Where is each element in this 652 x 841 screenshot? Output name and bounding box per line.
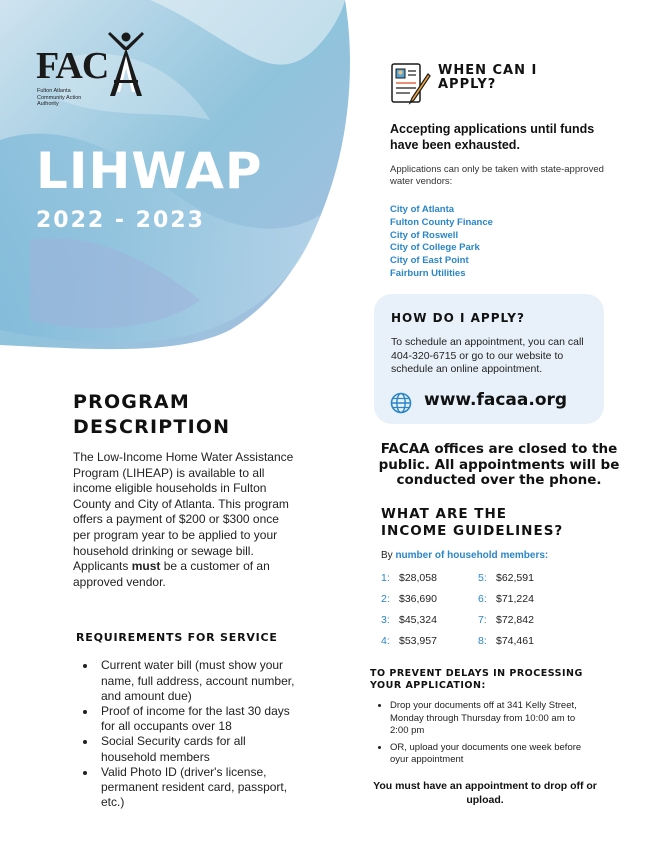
hero-years: 2022 - 2023 <box>36 208 205 233</box>
prevent-delays-title: TO PREVENT DELAYS IN PROCESSING YOUR APPLICATION: <box>370 668 583 691</box>
vendor-item: City of Roswell <box>390 229 459 241</box>
list-item: • OR, upload your documents one week before oyur appointment <box>390 742 595 767</box>
facaa-logo <box>36 30 146 120</box>
income-title: WHAT ARE THE INCOME GUIDELINES? <box>381 506 564 539</box>
income-row: 3: $45,324 <box>381 614 437 626</box>
income-by-label: By number of household members: <box>381 550 549 561</box>
logo-figure-icon <box>106 30 146 102</box>
logo-subtitle: Fulton Atlanta Community Action Authority <box>37 88 82 107</box>
logo-wordmark: FAC <box>36 45 109 87</box>
vendor-item: City of Atlanta <box>390 204 455 215</box>
list-item: • Drop your documents off at 341 Kelly Street, Monday through Thursday from 10:00 am to 2:00 pm <box>390 700 595 738</box>
globe-icon <box>390 392 412 414</box>
prevent-delays-list <box>390 700 595 771</box>
program-description: The Low-Income Home Water Assistance Program (LIHEAP) is available to all income eligible households in Fulton County and City of Atlanta. This program offers a payment of $200 or $300 once per program year to be applied to your household drinking or sewage bill. Applicants must be a customer of an approved vendor. <box>73 450 294 589</box>
income-row: 8: $74,461 <box>478 635 534 647</box>
income-row: 4: $53,957 <box>381 635 437 647</box>
requirements-list <box>97 658 298 810</box>
appointment-required-note: You must have an appointment to drop off or upload. <box>373 780 597 806</box>
website-link[interactable]: www.facaa.org <box>424 390 568 410</box>
vendors-intro: Applications can only be taken with state-approved water vendors: <box>390 164 604 187</box>
vendor-list <box>390 204 493 281</box>
vendor-item: Fulton County Finance <box>390 216 493 228</box>
income-row: 1: $28,058 <box>381 572 437 584</box>
program-title: PROGRAM DESCRIPTION <box>73 391 231 438</box>
accepting-applications: Accepting applications until funds have been exhausted. <box>390 122 595 152</box>
income-row: 6: $71,224 <box>478 593 534 605</box>
income-row: 5: $62,591 <box>478 572 534 584</box>
list-item: • Valid Photo ID (driver's license, permanent resident card, passport, etc.) <box>97 765 298 811</box>
income-row: 2: $36,690 <box>381 593 437 605</box>
how-title: HOW DO I APPLY? <box>391 311 525 325</box>
vendor-item: Fairburn Utilities <box>390 267 466 279</box>
how-to-apply-box <box>374 294 604 424</box>
vendor-item: City of East Point <box>390 255 469 267</box>
application-form-icon <box>390 60 432 106</box>
list-item: • Current water bill (must show your name, full address, account number, and amount due) <box>97 658 298 704</box>
offices-closed-notice: FACAA offices are closed to the public. All appointments will be conducted over the phone. <box>378 441 620 488</box>
how-text: To schedule an appointment, you can call 404-320-6715 or go to our website to schedule an online appointment. <box>391 336 584 375</box>
when-title: WHEN CAN I APPLY? <box>438 63 538 92</box>
requirements-title: REQUIREMENTS FOR SERVICE <box>76 631 278 645</box>
income-row: 7: $72,842 <box>478 614 534 626</box>
list-item: • Proof of income for the last 30 days for all occupants over 18 <box>97 704 298 734</box>
hero-title: LIHWAP <box>36 142 263 200</box>
left-column <box>73 390 298 810</box>
list-item: • Social Security cards for all household members <box>97 734 298 764</box>
vendor-item: City of College Park <box>390 242 480 254</box>
